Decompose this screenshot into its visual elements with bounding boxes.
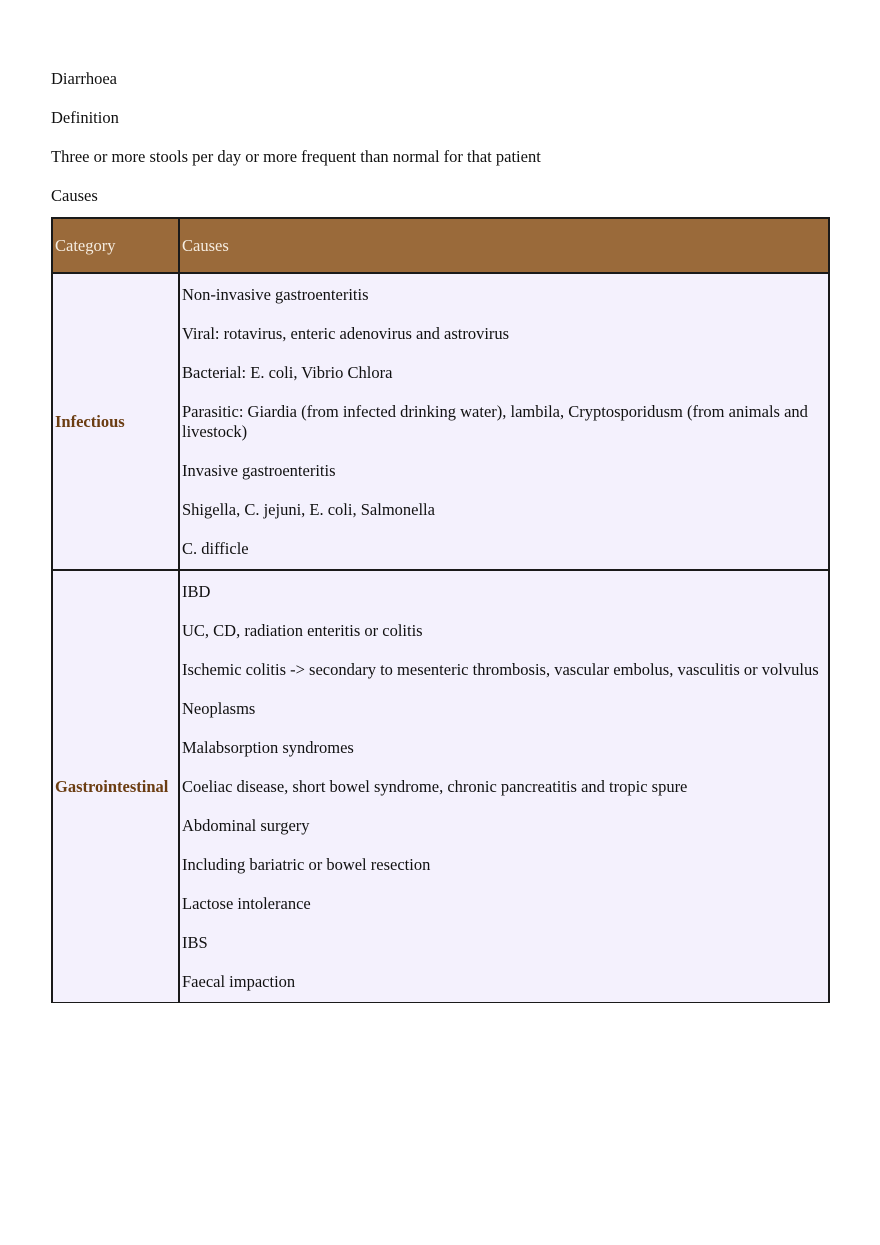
column-header-causes: Causes [179, 218, 829, 273]
cause-item: Non-invasive gastroenteritis [182, 285, 369, 304]
cause-item: Ischemic colitis -> secondary to mesenteric thrombosis, vascular embolus, vasculitis or volvulus [182, 660, 819, 679]
cause-item: Shigella, C. jejuni, E. coli, Salmonella [182, 500, 435, 519]
causes-cell-gastrointestinal [179, 570, 829, 1003]
cause-item: Parasitic: Giardia (from infected drinking water), lambila, Cryptosporidusm (from animals and livestock) [182, 402, 808, 441]
cause-item: Bacterial: E. coli, Vibrio Chlora [182, 363, 393, 382]
category-cell-infectious: Infectious [52, 273, 179, 570]
causes-cell-infectious [179, 273, 829, 570]
definition-text: Three or more stools per day or more frequent than normal for that patient [51, 147, 541, 166]
column-header-category: Category [52, 218, 179, 273]
table-row [52, 570, 829, 1003]
cause-item: IBS [182, 933, 208, 952]
cause-item: Including bariatric or bowel resection [182, 855, 431, 874]
definition-heading: Definition [51, 108, 119, 127]
cause-item: Viral: rotavirus, enteric adenovirus and astrovirus [182, 324, 510, 343]
cause-item: Malabsorption syndromes [182, 738, 354, 757]
cause-item: Neoplasms [182, 699, 256, 718]
table-header-row [52, 218, 829, 273]
cause-item: IBD [182, 582, 211, 601]
cause-item: Faecal impaction [182, 972, 296, 991]
category-cell-gastrointestinal: Gastrointestinal [52, 570, 179, 1003]
cause-item: Invasive gastroenteritis [182, 461, 336, 480]
cause-item: Coeliac disease, short bowel syndrome, chronic pancreatitis and tropic spure [182, 777, 688, 796]
cause-item: C. difficle [182, 539, 249, 558]
cause-item: Abdominal surgery [182, 816, 310, 835]
cause-item: UC, CD, radiation enteritis or colitis [182, 621, 423, 640]
causes-heading: Causes [51, 186, 98, 205]
document-title: Diarrhoea [51, 69, 117, 88]
table-row [52, 273, 829, 570]
cause-item: Lactose intolerance [182, 894, 311, 913]
causes-table [51, 217, 830, 1003]
